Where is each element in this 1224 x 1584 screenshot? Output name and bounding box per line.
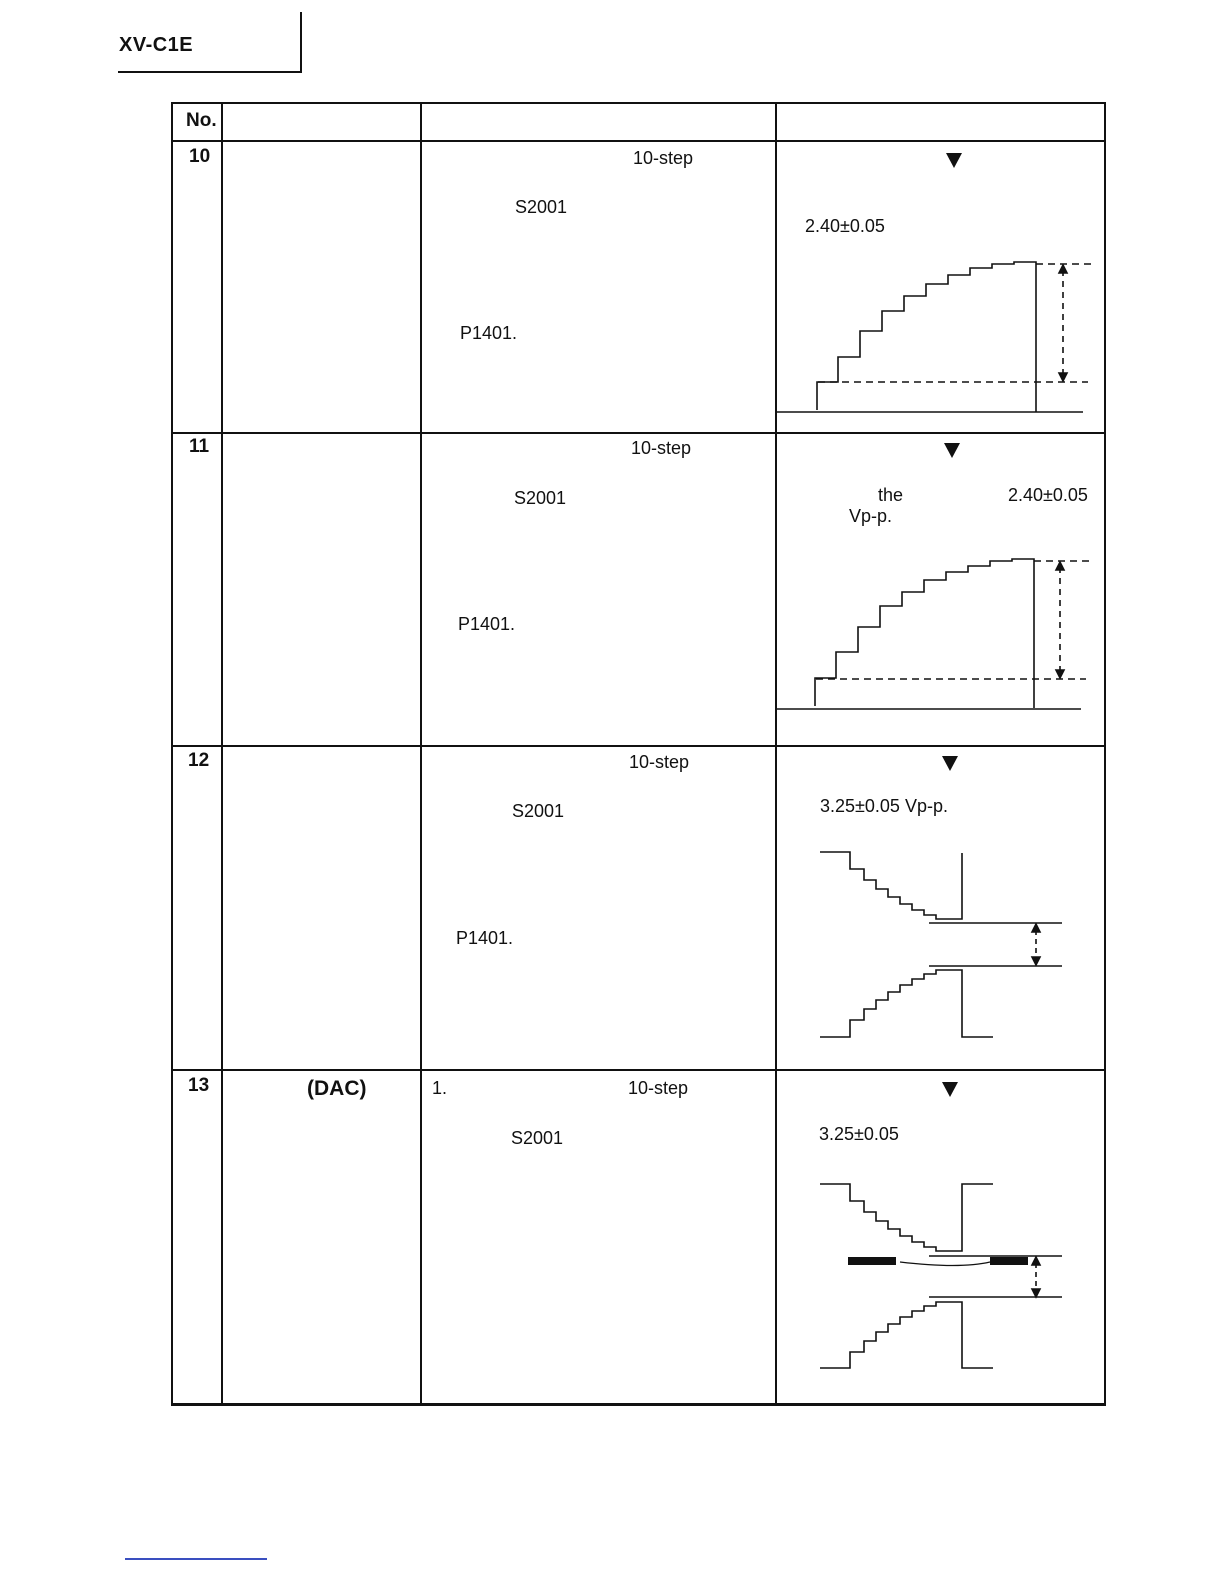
waveform-value: 2.40±0.05 xyxy=(1008,485,1088,505)
procedure-test-point: P1401. xyxy=(460,323,518,343)
model-name: XV-C1E xyxy=(119,34,194,56)
row-number: 12 xyxy=(188,750,210,771)
item-name: (DAC) xyxy=(307,1077,367,1100)
waveform-value: 3.25±0.05 Vp-p. xyxy=(820,796,948,816)
waveform-value: 3.25±0.05 xyxy=(819,1124,899,1144)
procedure-switch: S2001 xyxy=(512,801,565,821)
procedure-step: 10-step xyxy=(628,1078,689,1098)
procedure-test-point: P1401. xyxy=(458,614,516,634)
staircase-waveform xyxy=(820,852,962,919)
column-header-no: No. xyxy=(186,110,217,131)
procedure-test-point: P1401. xyxy=(456,928,514,948)
row-number: 11 xyxy=(189,436,210,457)
procedure-switch: S2001 xyxy=(514,488,567,508)
staircase-waveform xyxy=(820,970,993,1037)
staircase-waveform xyxy=(820,1302,993,1368)
procedure-step: 10-step xyxy=(629,752,690,772)
staircase-waveform xyxy=(815,559,1034,708)
row-number: 10 xyxy=(189,146,211,167)
procedure-switch: S2001 xyxy=(515,197,568,217)
waveform-word: the xyxy=(878,485,904,505)
row-number: 13 xyxy=(188,1075,210,1096)
procedure-step: 10-step xyxy=(633,148,694,168)
waveform-value: 2.40±0.05 xyxy=(805,216,885,236)
footer-rule xyxy=(125,1558,267,1560)
staircase-waveform xyxy=(820,1184,993,1251)
procedure-switch: S2001 xyxy=(511,1128,564,1148)
waveform-unit: Vp-p. xyxy=(849,506,893,526)
staircase-waveform xyxy=(817,262,1036,412)
procedure-step: 10-step xyxy=(631,438,692,458)
procedure-index: 1. xyxy=(432,1078,448,1098)
